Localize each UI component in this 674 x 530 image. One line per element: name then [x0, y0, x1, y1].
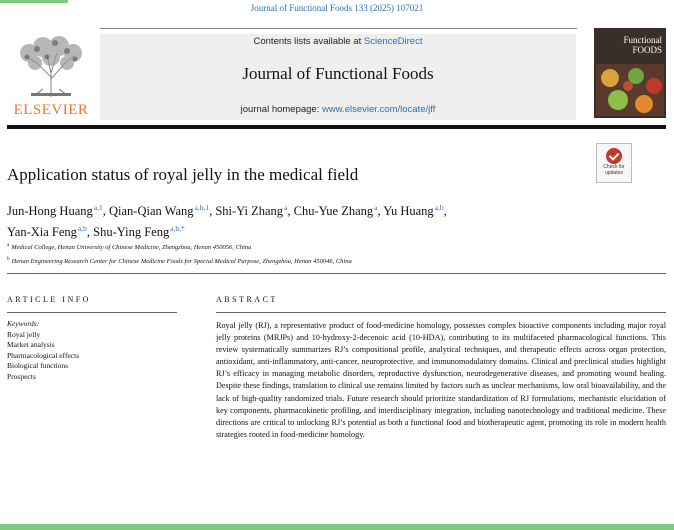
author-name[interactable]: Jun-Hong Huang	[7, 204, 93, 218]
contents-prefix: Contents lists available at	[253, 36, 364, 47]
author-name[interactable]: Shi-Yi Zhang	[215, 204, 284, 218]
author-list	[7, 199, 647, 241]
author-name[interactable]: Yan-Xia Feng	[7, 225, 77, 239]
affiliation-label: b	[7, 257, 10, 262]
author-affiliation-marker[interactable]: a,b	[77, 224, 87, 233]
cover-title-line2: FOODS	[632, 44, 662, 55]
keywords-block	[7, 319, 177, 382]
header-divider	[100, 28, 577, 29]
author-separator: ,	[443, 204, 447, 218]
bottom-accent-bar	[0, 524, 674, 530]
journal-homepage-link[interactable]: www.elsevier.com/locate/jff	[322, 104, 436, 115]
journal-citation[interactable]: Journal of Functional Foods 133 (2025) 107021	[250, 3, 424, 13]
author-name[interactable]: Chu-Yue Zhang	[293, 204, 374, 218]
abstract-heading: ABSTRACT	[216, 295, 278, 304]
author-name[interactable]: Shu-Ying Feng	[93, 225, 170, 239]
affiliation-label: a	[7, 243, 10, 248]
abstract-text: Royal jelly (RJ), a representative product of food-medicine homology, possesses complex bioactive components including major royal jelly proteins (MRJPs) and 10-hydroxy-2-decenoic acid (10-HDA), contributing to its multifaceted pharmacological functions. This review systematically summarizes RJ’s compositional profile, analytical techniques, and therapeutic effects across organ protection, antioxidant, anti-inflammatory, anti-cancer, neuroprotective, and immunomodulatory domains. Clinical and preclinical studies highlight RJ’s efficacy in managing metabolic disorders, reproductive dysfunction, neurodegenerative diseases, and promoting wound healing. Despite these findings, translation to clinical use remains limited by factors such as unclear mechanisms, low oral bioavailability, and the lack of high-quality randomized trials. Future research should prioritize standardization of RJ formulations, mechanistic elucidation of key components, pharmacokinetic profiling, and interdisciplinary integration, including nanotechnology and traditional medicine. These directions are critical to unlocking RJ’s potential as both a functional food and biotherapeutic agent, promoting its role in modern health strategies rooted in food-medicine homology.	[216, 321, 666, 439]
homepage-prefix: journal homepage:	[240, 104, 322, 115]
section-divider	[7, 273, 666, 274]
author-separator: ,	[287, 204, 294, 218]
author-affiliation-marker[interactable]: a,b	[434, 203, 444, 212]
author-name[interactable]: Qian-Qian Wang	[108, 204, 194, 218]
affiliations	[7, 240, 667, 268]
header-thick-rule	[7, 125, 666, 129]
check-updates-icon	[606, 148, 622, 164]
homepage-line	[100, 104, 576, 115]
author-separator: ,	[102, 204, 109, 218]
sciencedirect-link[interactable]: ScienceDirect	[363, 36, 423, 47]
author[interactable]	[7, 225, 87, 239]
abstract-rule	[216, 312, 666, 313]
keywords-label: Keywords:	[7, 319, 40, 328]
author-affiliation-marker[interactable]: a	[284, 203, 288, 212]
cover-title	[598, 36, 662, 55]
keyword: Market analysis	[7, 340, 55, 349]
publisher-name: ELSEVIER	[13, 102, 89, 118]
masthead	[100, 34, 576, 120]
author-affiliation-marker[interactable]: a,1	[93, 203, 103, 212]
journal-title: Journal of Functional Foods	[242, 64, 434, 83]
affiliation-text: Henan Engineering Research Center for Chinese Medicine Foods for Special Medical Purpose, Zhengzhou, Henan 450046, China	[11, 258, 352, 265]
affiliation-item	[7, 240, 667, 254]
author[interactable]	[383, 204, 443, 218]
author[interactable]	[109, 204, 209, 218]
keyword: Royal jelly	[7, 329, 41, 339]
article-title: Application status of royal jelly in the medical field	[7, 165, 359, 184]
article-info-rule	[7, 312, 177, 313]
author[interactable]	[294, 204, 378, 218]
check-for-updates-badge[interactable]	[596, 143, 632, 183]
keyword: Pharmacological effects	[7, 350, 80, 360]
author-name[interactable]: Yu Huang	[383, 204, 434, 218]
author-affiliation-marker[interactable]: a	[374, 203, 378, 212]
author[interactable]	[7, 204, 103, 218]
author-separator: ,	[86, 225, 94, 239]
author-separator: ,	[377, 204, 384, 218]
author-separator: ,	[209, 204, 216, 218]
keyword: Prospects	[7, 371, 36, 381]
check-updates-line1: Check for	[603, 164, 625, 170]
affiliation-text: Medical College, Henan University of Chinese Medicine, Zhengzhou, Henan 450056, China	[11, 244, 252, 251]
affiliation-item	[7, 254, 667, 268]
author-affiliation-marker[interactable]: a,b,1	[194, 203, 210, 212]
keyword: Biological functions	[7, 361, 69, 370]
elsevier-tree-icon	[7, 33, 95, 99]
author-affiliation-marker[interactable]: a,b,*	[170, 224, 185, 233]
contents-line	[100, 36, 576, 47]
cover-image-icon	[596, 64, 664, 116]
article-info-heading: ARTICLE INFO	[7, 295, 91, 304]
journal-cover[interactable]	[594, 28, 666, 118]
author[interactable]	[215, 204, 287, 218]
elsevier-logo[interactable]	[7, 33, 95, 119]
check-updates-line2: updates	[605, 169, 623, 176]
author[interactable]	[93, 225, 185, 239]
cover-title-line1: Functional	[623, 35, 662, 45]
